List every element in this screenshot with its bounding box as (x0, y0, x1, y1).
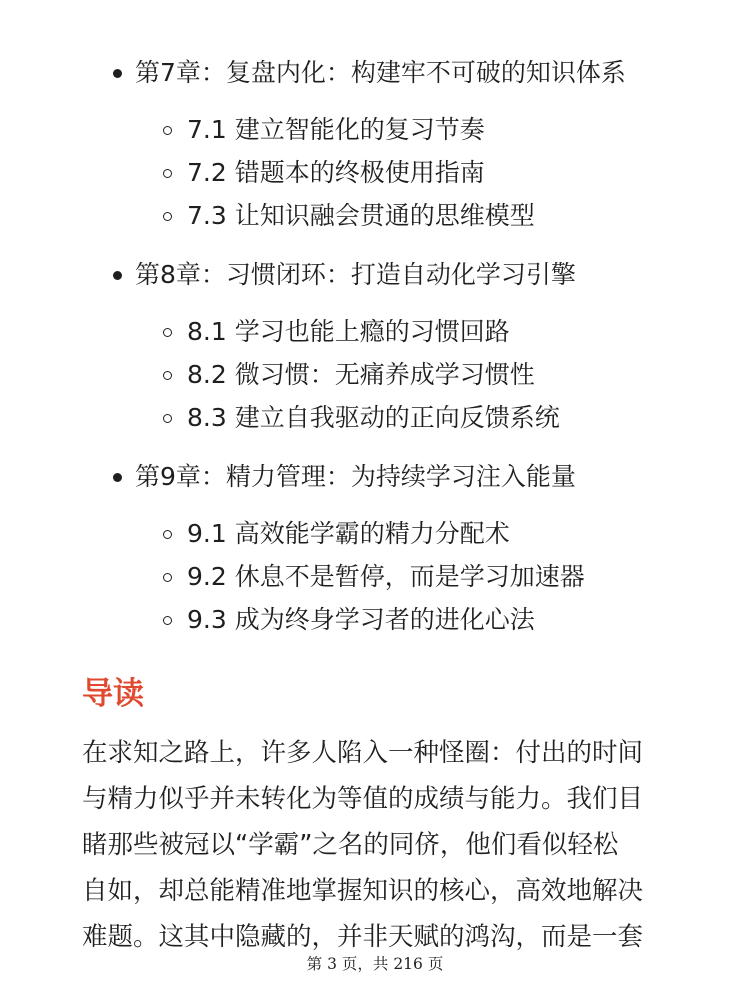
section-title: 9.1 高效能学霸的精力分配术 (187, 519, 510, 548)
paragraph-line: 自如，却总能精准地掌握知识的核心，高效地解决 (82, 876, 644, 906)
bullet-ring-icon (163, 371, 172, 380)
section-title: 9.2 休息不是暂停，而是学习加速器 (187, 562, 585, 591)
bullet-ring-icon (163, 212, 172, 221)
bullet-dot-icon (113, 473, 122, 482)
intro-heading: 导读 (82, 676, 144, 712)
bullet-ring-icon (163, 414, 172, 423)
section-9-3-item (187, 603, 535, 637)
intro-paragraph (82, 730, 672, 960)
bullet-ring-icon (163, 328, 172, 337)
bullet-ring-icon (163, 169, 172, 178)
chapter-9-item (135, 460, 576, 494)
section-title: 8.3 建立自我驱动的正向反馈系统 (187, 403, 560, 432)
page-number-footer: 第 3 页，共 216 页 (306, 955, 444, 973)
section-7-1-item (187, 113, 485, 147)
paragraph-line: 与精力似乎并未转化为等值的成绩与能力。我们目 (82, 784, 644, 814)
chapter-title: 第7章：复盘内化：构建牢不可破的知识体系 (135, 58, 626, 87)
chapter-8-item (135, 258, 576, 292)
section-8-1-item (187, 315, 510, 349)
section-7-3-item (187, 199, 535, 233)
bullet-ring-icon (163, 126, 172, 135)
bullet-ring-icon (163, 530, 172, 539)
bullet-ring-icon (163, 573, 172, 582)
section-8-2-item (187, 358, 535, 392)
section-title: 7.2 错题本的终极使用指南 (187, 158, 485, 187)
chapter-title: 第9章：精力管理：为持续学习注入能量 (135, 462, 576, 491)
section-title: 9.3 成为终身学习者的进化心法 (187, 605, 535, 634)
section-title: 8.2 微习惯：无痛养成学习惯性 (187, 360, 535, 389)
section-9-2-item (187, 560, 585, 594)
chapter-7-item (135, 56, 626, 90)
chapter-title: 第8章：习惯闭环：打造自动化学习引擎 (135, 260, 576, 289)
section-title: 7.3 让知识融会贯通的思维模型 (187, 201, 535, 230)
section-8-3-item (187, 401, 560, 435)
section-title: 8.1 学习也能上瘾的习惯回路 (187, 317, 510, 346)
paragraph-line: 睹那些被冠以“学霸”之名的同侪，他们看似轻松 (82, 830, 619, 860)
section-title: 7.1 建立智能化的复习节奏 (187, 115, 485, 144)
section-7-2-item (187, 156, 485, 190)
section-9-1-item (187, 517, 510, 551)
bullet-dot-icon (113, 271, 122, 280)
paragraph-line: 在求知之路上，许多人陷入一种怪圈：付出的时间 (82, 738, 644, 768)
paragraph-line: 难题。这其中隐藏的，并非天赋的鸿沟，而是一套 (82, 922, 644, 952)
bullet-ring-icon (163, 616, 172, 625)
bullet-dot-icon (113, 69, 122, 78)
